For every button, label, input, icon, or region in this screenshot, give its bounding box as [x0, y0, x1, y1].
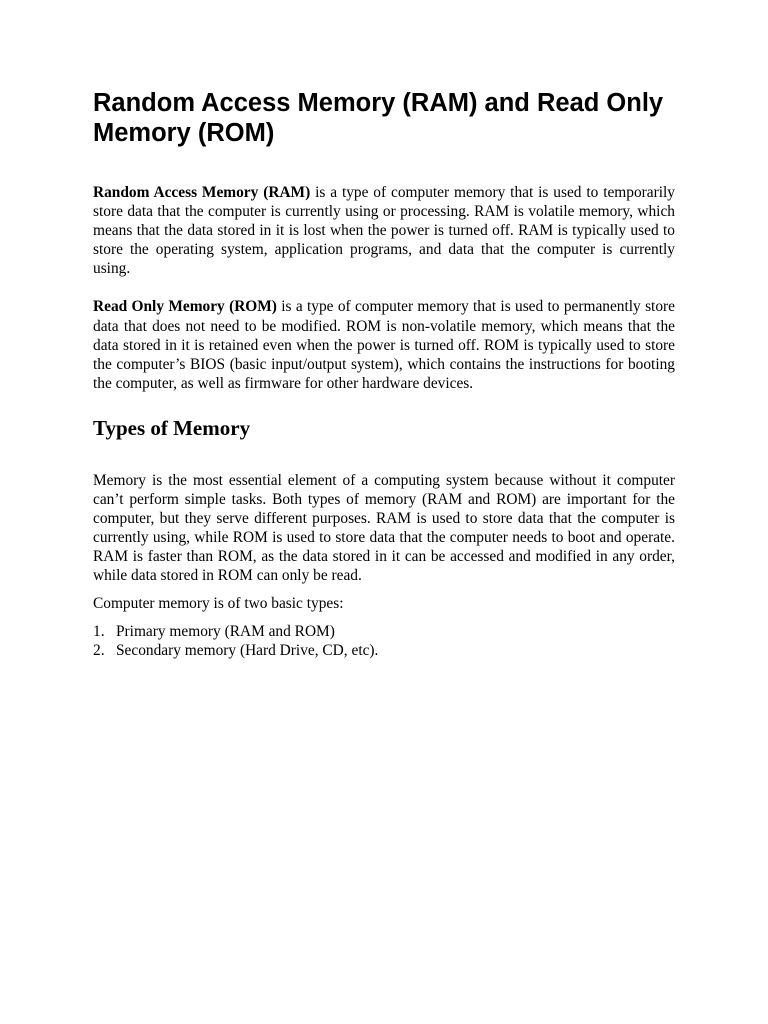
ram-paragraph [93, 183, 675, 278]
document-title: Random Access Memory (RAM) and Read Only Memory (ROM) [93, 89, 664, 147]
list-item [93, 622, 675, 641]
rom-paragraph [93, 297, 675, 392]
ram-term: Random Access Memory (RAM) [93, 184, 311, 201]
memory-types-list [93, 622, 675, 660]
ram-description: is a type of computer memory that is used to temporarily store data that the computer is currently using or processing. RAM is volatile memory, which means that the data stored in it is lost when the power is turned off. RAM is typically used to store the operating system, application programs, and data that the computer is currently using. [93, 184, 675, 278]
list-item-number: 2. [93, 641, 105, 659]
rom-term: Read Only Memory (ROM) [93, 298, 277, 316]
types-paragraph: Memory is the most essential element of a computing system because without it computer can’t perform simple tasks. Both types of memory (RAM and ROM) are important for the computer, but they serve different purposes. RAM is used to store data that the computer is currently using, while ROM is used to store data that the computer needs to boot and operate. RAM is faster than ROM, as the data stored in it can be accessed and modified in any order, while data stored in ROM can only be read. [93, 471, 675, 585]
document-page [93, 88, 675, 660]
list-intro: Computer memory is of two basic types: [93, 594, 344, 612]
list-item-text: Primary memory (RAM and ROM) [116, 622, 335, 640]
rom-description: is a type of computer memory that is used to permanently store data that does not need to be modified. ROM is non-volatile memory, which means that the data stored in it is retained even when the power is turned off. ROM is typically used to store the computer’s BIOS (basic input/output system), which contains the instructions for booting the computer, as well as firmware for other hardware devices. [93, 298, 675, 392]
list-item-text: Secondary memory (Hard Drive, CD, etc). [116, 641, 379, 659]
list-item [93, 641, 675, 660]
section-heading: Types of Memory [93, 415, 251, 440]
list-item-number: 1. [93, 622, 105, 640]
